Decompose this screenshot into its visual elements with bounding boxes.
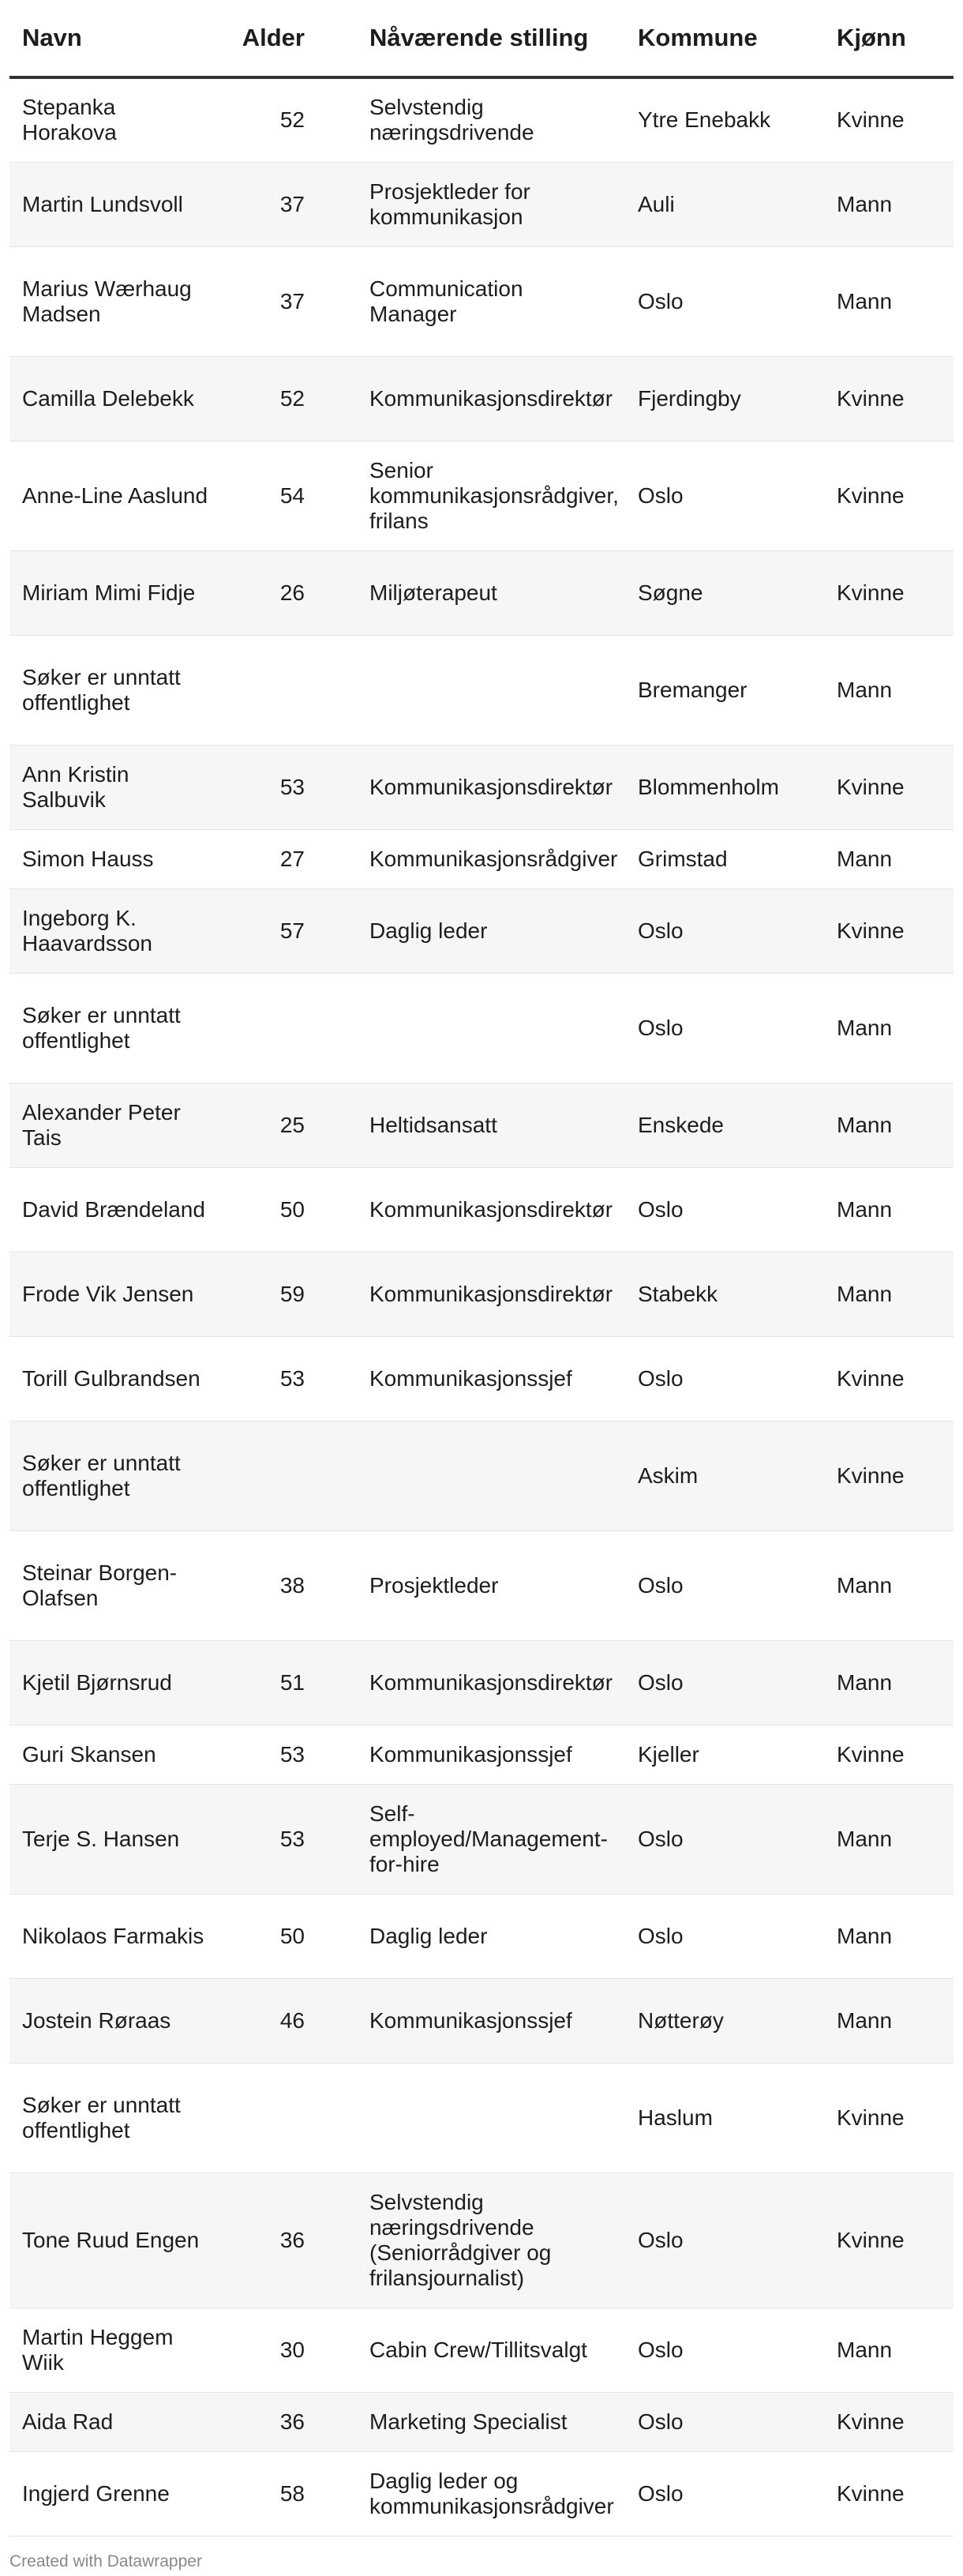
cell-stilling: Kommunikasjonsdirektør [317,356,625,441]
cell-kjonn: Kvinne [824,2392,954,2451]
header-alder[interactable]: Alder [223,0,317,77]
cell-stilling: Kommunikasjonsdirektør [317,745,625,829]
cell-kommune: Oslo [625,2172,824,2308]
cell-stilling: Communication Manager [317,246,625,356]
cell-alder: 53 [223,745,317,829]
table-row [9,246,954,356]
cell-kjonn: Kvinne [824,356,954,441]
cell-navn: Anne-Line Aaslund [9,441,223,550]
cell-navn: Søker er unntatt offentlighet [9,2063,223,2172]
cell-alder: 53 [223,1784,317,1894]
cell-stilling: Miljøterapeut [317,550,625,635]
cell-stilling: Selvstendig næringsdrivende (Seniorrådgiver og frilansjournalist) [317,2172,625,2308]
table-row [9,745,954,829]
cell-navn: Simon Hauss [9,829,223,888]
table-header [9,0,954,77]
cell-kjonn: Mann [824,2308,954,2392]
cell-alder: 50 [223,1894,317,1978]
cell-alder: 54 [223,441,317,550]
cell-stilling: Daglig leder [317,1894,625,1978]
cell-navn: David Brændeland [9,1167,223,1252]
cell-navn: Marius Wærhaug Madsen [9,246,223,356]
cell-navn: Alexander Peter Tais [9,1083,223,1167]
table-container [9,0,954,2537]
cell-navn: Søker er unntatt offentlighet [9,1421,223,1530]
cell-kommune: Enskede [625,1083,824,1167]
table-body [9,77,954,2536]
table-row [9,1894,954,1978]
cell-stilling: Daglig leder og kommunikasjonsrådgiver [317,2451,625,2536]
cell-kommune: Oslo [625,1336,824,1421]
table-row [9,829,954,888]
cell-navn: Torill Gulbrandsen [9,1336,223,1421]
cell-kjonn: Mann [824,162,954,246]
cell-alder: 51 [223,1640,317,1725]
cell-alder [223,1421,317,1530]
header-row [9,0,954,77]
cell-stilling: Kommunikasjonssjef [317,1978,625,2063]
cell-kjonn: Mann [824,246,954,356]
cell-kjonn: Mann [824,1784,954,1894]
cell-stilling: Kommunikasjonsdirektør [317,1252,625,1336]
cell-alder: 27 [223,829,317,888]
cell-kjonn: Mann [824,973,954,1083]
cell-stilling: Senior kommunikasjonsrådgiver, frilans [317,441,625,550]
cell-alder: 36 [223,2172,317,2308]
cell-navn: Søker er unntatt offentlighet [9,973,223,1083]
cell-navn: Terje S. Hansen [9,1784,223,1894]
cell-kjonn: Mann [824,1530,954,1640]
table-row [9,1530,954,1640]
cell-stilling: Cabin Crew/Tillitsvalgt [317,2308,625,2392]
cell-stilling: Marketing Specialist [317,2392,625,2451]
cell-kommune: Oslo [625,1640,824,1725]
cell-navn: Aida Rad [9,2392,223,2451]
table-row [9,973,954,1083]
cell-kjonn: Mann [824,829,954,888]
table-row [9,441,954,550]
cell-stilling: Kommunikasjonsdirektør [317,1167,625,1252]
cell-kjonn: Kvinne [824,550,954,635]
cell-kjonn: Kvinne [824,77,954,162]
cell-alder: 26 [223,550,317,635]
table-row [9,1252,954,1336]
cell-kommune: Oslo [625,246,824,356]
cell-kjonn: Mann [824,1640,954,1725]
cell-kjonn: Kvinne [824,1336,954,1421]
table-row [9,2451,954,2536]
table-row [9,1725,954,1784]
footer-credit[interactable]: Created with Datawrapper [9,2552,202,2570]
cell-navn: Steinar Borgen-Olafsen [9,1530,223,1640]
cell-kommune: Oslo [625,1167,824,1252]
cell-stilling: Kommunikasjonssjef [317,1725,625,1784]
cell-kjonn: Kvinne [824,888,954,973]
cell-alder: 36 [223,2392,317,2451]
cell-alder: 30 [223,2308,317,2392]
cell-kjonn: Kvinne [824,2172,954,2308]
cell-kommune: Nøtterøy [625,1978,824,2063]
cell-navn: Frode Vik Jensen [9,1252,223,1336]
cell-kommune: Blommenholm [625,745,824,829]
cell-navn: Jostein Røraas [9,1978,223,2063]
cell-kjonn: Kvinne [824,1421,954,1530]
table-row [9,550,954,635]
cell-kommune: Oslo [625,973,824,1083]
cell-navn: Guri Skansen [9,1725,223,1784]
cell-stilling [317,635,625,745]
cell-kommune: Oslo [625,1530,824,1640]
cell-kjonn: Kvinne [824,2451,954,2536]
header-kommune[interactable]: Kommune [625,0,824,77]
cell-alder: 53 [223,1725,317,1784]
cell-kjonn: Kvinne [824,1725,954,1784]
table-row [9,2308,954,2392]
cell-alder: 37 [223,162,317,246]
cell-kommune: Auli [625,162,824,246]
table-row [9,1083,954,1167]
cell-navn: Ingjerd Grenne [9,2451,223,2536]
cell-kommune: Oslo [625,2392,824,2451]
cell-kjonn: Mann [824,1083,954,1167]
cell-alder: 52 [223,356,317,441]
cell-kjonn: Kvinne [824,745,954,829]
cell-kommune: Fjerdingby [625,356,824,441]
cell-navn: Stepanka Horakova [9,77,223,162]
cell-kommune: Stabekk [625,1252,824,1336]
table-row [9,1167,954,1252]
cell-kjonn: Mann [824,1978,954,2063]
cell-alder: 57 [223,888,317,973]
cell-alder: 53 [223,1336,317,1421]
cell-navn: Tone Ruud Engen [9,2172,223,2308]
cell-navn: Martin Heggem Wiik [9,2308,223,2392]
cell-stilling: Prosjektleder [317,1530,625,1640]
cell-stilling: Self-employed/Management-for-hire [317,1784,625,1894]
cell-stilling: Kommunikasjonssjef [317,1336,625,1421]
cell-alder: 25 [223,1083,317,1167]
cell-stilling: Heltidsansatt [317,1083,625,1167]
cell-kommune: Ytre Enebakk [625,77,824,162]
table-row [9,1784,954,1894]
cell-kommune: Søgne [625,550,824,635]
cell-stilling [317,2063,625,2172]
cell-alder: 58 [223,2451,317,2536]
cell-kjonn: Kvinne [824,2063,954,2172]
cell-kommune: Askim [625,1421,824,1530]
cell-stilling: Selvstendig næringsdrivende [317,77,625,162]
cell-navn: Ann Kristin Salbuvik [9,745,223,829]
cell-navn: Søker er unntatt offentlighet [9,635,223,745]
cell-stilling: Kommunikasjonsdirektør [317,1640,625,1725]
cell-kommune: Haslum [625,2063,824,2172]
cell-kjonn: Mann [824,1167,954,1252]
cell-kommune: Oslo [625,2451,824,2536]
cell-alder: 37 [223,246,317,356]
cell-navn: Camilla Delebekk [9,356,223,441]
header-stilling[interactable]: Nåværende stilling [317,0,625,77]
table-row [9,356,954,441]
cell-alder [223,635,317,745]
header-kjonn[interactable]: Kjønn [824,0,954,77]
cell-kjonn: Mann [824,635,954,745]
cell-kjonn: Mann [824,1894,954,1978]
table-row [9,635,954,745]
cell-kommune: Oslo [625,1894,824,1978]
cell-kommune: Oslo [625,1784,824,1894]
table-row [9,1421,954,1530]
cell-alder: 59 [223,1252,317,1336]
table-row [9,888,954,973]
cell-navn: Martin Lundsvoll [9,162,223,246]
cell-stilling [317,1421,625,1530]
table-row [9,2063,954,2172]
cell-alder [223,2063,317,2172]
table-row [9,2392,954,2451]
cell-stilling [317,973,625,1083]
cell-alder [223,973,317,1083]
cell-kommune: Oslo [625,441,824,550]
table-row [9,1978,954,2063]
table-row [9,77,954,162]
cell-kommune: Kjeller [625,1725,824,1784]
cell-kjonn: Mann [824,1252,954,1336]
applicants-table [9,0,954,2537]
cell-stilling: Kommunikasjonsrådgiver [317,829,625,888]
cell-kommune: Bremanger [625,635,824,745]
cell-navn: Ingeborg K. Haavardsson [9,888,223,973]
table-row [9,1640,954,1725]
cell-alder: 46 [223,1978,317,2063]
cell-navn: Nikolaos Farmakis [9,1894,223,1978]
cell-stilling: Daglig leder [317,888,625,973]
cell-navn: Kjetil Bjørnsrud [9,1640,223,1725]
cell-kommune: Oslo [625,2308,824,2392]
cell-kommune: Oslo [625,888,824,973]
cell-alder: 38 [223,1530,317,1640]
table-row [9,2172,954,2308]
cell-stilling: Prosjektleder for kommunikasjon [317,162,625,246]
header-navn[interactable]: Navn [9,0,223,77]
cell-alder: 52 [223,77,317,162]
cell-navn: Miriam Mimi Fidje [9,550,223,635]
table-row [9,1336,954,1421]
cell-alder: 50 [223,1167,317,1252]
cell-kommune: Grimstad [625,829,824,888]
cell-kjonn: Kvinne [824,441,954,550]
table-row [9,162,954,246]
